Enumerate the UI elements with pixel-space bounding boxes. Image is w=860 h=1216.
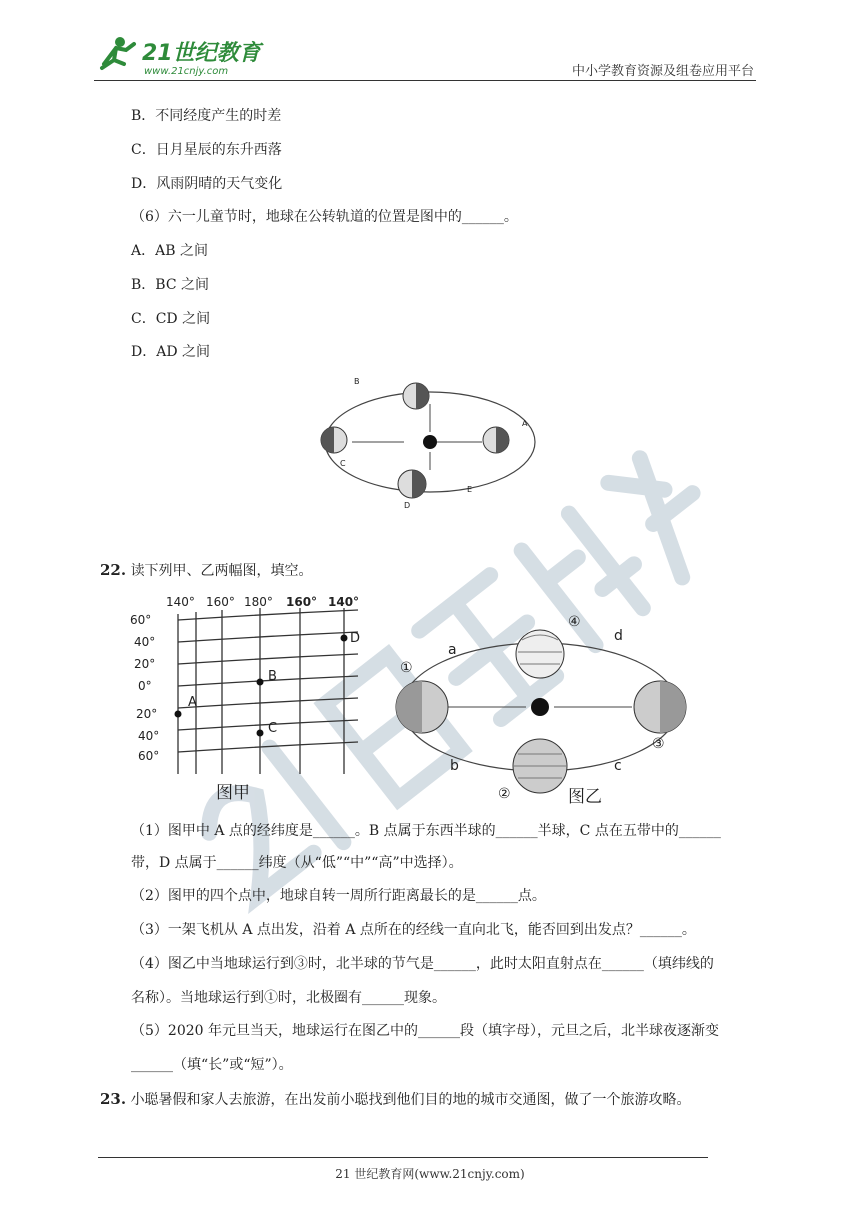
position-1-label: ①	[400, 660, 413, 676]
sun-icon	[531, 698, 549, 716]
runner-logo-icon	[102, 37, 134, 68]
figure-jia-caption: 图甲	[216, 783, 250, 803]
lat-label-7: 60°	[138, 749, 160, 763]
footer-text: 21 世纪教育网(www.21cnjy.com)	[335, 1167, 525, 1181]
lat-label-6: 40°	[138, 729, 160, 743]
header-divider	[94, 80, 756, 81]
sub-question-5-line-1: （5）2020 年元旦当天，地球运行在图乙中的______段（填字母），元旦之后，北半球夜逐渐变	[131, 1023, 719, 1039]
point-c-label: C	[268, 721, 278, 736]
earth-orbit-figure	[388, 604, 698, 810]
lat-label-3: 20°	[134, 657, 156, 671]
label-b: B	[354, 377, 360, 386]
label-d: D	[404, 501, 411, 510]
label-a: A	[522, 419, 528, 428]
lat-label-2: 40°	[134, 635, 156, 649]
lon-label-1: 140°	[166, 595, 195, 609]
lon-label-5: 140°	[328, 595, 360, 609]
position-3-label: ③	[652, 736, 665, 752]
label-e: E	[467, 485, 473, 494]
earth-a-icon	[483, 427, 509, 453]
question-22-stem: 读下列甲、乙两幅图，填空。	[130, 563, 313, 579]
question-number-23: 23.	[100, 1090, 127, 1108]
sub-question-4-line-1: （4）图乙中当地球运行到③时，北半球的节气是______，此时太阳直射点在______（填纬线的	[131, 956, 714, 972]
point-b-label: B	[268, 669, 277, 684]
option-c: C．日月星辰的东升西落	[131, 142, 282, 158]
point-d	[341, 635, 348, 642]
lon-label-3: 180°	[244, 595, 273, 609]
option-d: D．风雨阴晴的天气变化	[131, 176, 283, 192]
platform-label: 中小学教育资源及组卷应用平台	[571, 64, 754, 79]
earth-position-4-icon	[516, 630, 564, 678]
footer-divider	[98, 1157, 708, 1158]
figure-yi-caption: 图乙	[568, 787, 602, 807]
sub-question-2: （2）图甲的四个点中，地球自转一周所行距离最长的是______点。	[131, 888, 546, 904]
earth-c-icon	[321, 427, 347, 453]
option-b: B．不同经度产生的时差	[131, 108, 282, 124]
point-b	[257, 679, 264, 686]
graticule-figure	[130, 592, 370, 808]
label-c: C	[340, 459, 346, 468]
sub-question-5-line-2: ______（填“长”或“短”）。	[131, 1057, 293, 1073]
segment-c-label: c	[614, 758, 622, 774]
q6-option-c: C．CD 之间	[131, 311, 211, 327]
position-4-label: ④	[568, 614, 581, 630]
lat-label-5: 20°	[136, 707, 158, 721]
point-d-label: D	[350, 631, 361, 646]
sub-question-1-line-2: 带，D 点属于______纬度（从“低”“中”“高”中选择）。	[131, 855, 463, 871]
earth-d-icon	[398, 470, 426, 498]
lon-label-4: 160°	[286, 595, 318, 609]
logo-title: 21世纪教育	[142, 41, 261, 66]
question-number-22: 22.	[100, 561, 127, 579]
point-a-label: A	[188, 695, 197, 710]
orbit-figure	[312, 374, 548, 516]
q6-option-b: B．BC 之间	[131, 277, 209, 293]
segment-b-label: b	[450, 758, 459, 774]
q6-option-a: A．AB 之间	[131, 243, 208, 259]
sub-question-6: （6）六一儿童节时，地球在公转轨道的位置是图中的______。	[131, 209, 518, 225]
lat-label-1: 60°	[130, 613, 152, 627]
segment-d-label: d	[614, 628, 623, 644]
position-2-label: ②	[498, 786, 511, 802]
lon-label-2: 160°	[206, 595, 235, 609]
q6-option-d: D．AD 之间	[131, 344, 211, 360]
sub-question-1-line-1: （1）图甲中 A 点的经纬度是______。B 点属于东西半球的______半球，C 点在五带中的______	[131, 823, 721, 839]
earth-position-1-icon	[396, 681, 448, 733]
question-23-stem: 小聪暑假和家人去旅游，在出发前小聪找到他们目的地的城市交通图，做了一个旅游攻略。	[130, 1092, 691, 1108]
sun-icon	[423, 435, 437, 449]
segment-a-label: a	[448, 642, 457, 658]
point-c	[257, 730, 264, 737]
earth-position-3-icon	[634, 681, 686, 733]
earth-position-2-icon	[513, 739, 567, 793]
lat-label-4: 0°	[138, 679, 152, 693]
sub-question-3: （3）一架飞机从 A 点出发，沿着 A 点所在的经线一直向北飞，能否回到出发点？______。	[131, 922, 696, 938]
site-logo	[94, 34, 264, 78]
earth-b-icon	[403, 383, 429, 409]
logo-url: www.21cnjy.com	[144, 66, 229, 77]
sub-question-4-line-2: 名称）。当地球运行到①时，北极圈有______现象。	[131, 990, 446, 1006]
point-a	[175, 711, 182, 718]
